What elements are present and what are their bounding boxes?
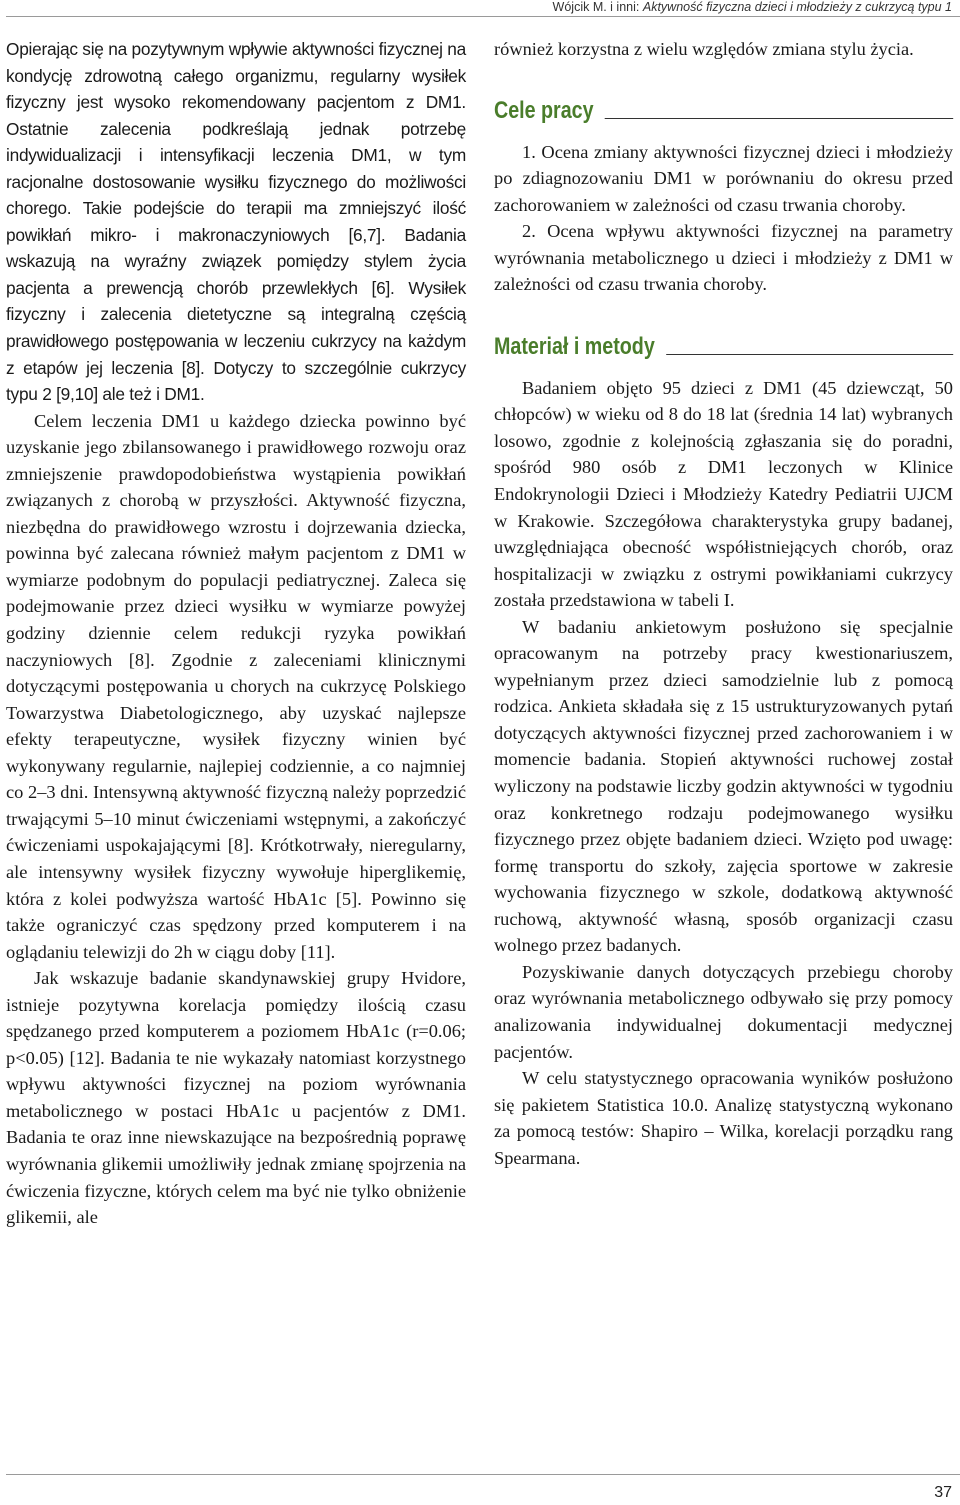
running-head-authors: Wójcik M. i inni: bbox=[552, 0, 640, 14]
methods-paragraph-questionnaire: W badaniu ankietowym posłużono się specjalnie opracowanym na potrzeby pracy kwestionariuszem, wypełnianym przez dzieci samodzielnie lub z pomocą rodzica. Ankieta składała się z 15 ustrukturyzowanych pytań dotyczących aktywności fizycznej przed zachorowaniem i w momencie badania. Stopień aktywności ruchowej został wyliczony na podstawie liczby godzin aktywności w tygodniu oraz konkretnego rodzaju podejmowanego wysiłku fizycznego przez objęte badaniem dzieci. Wzięto pod uwagę: formę transportu do szkoły, zajęcia sportowe w zakresie wychowania fizycznego w szkole, dodatkową aktywność ruchową, aktywność własną, sposób organizacji czasu wolnego przez badanych. bbox=[494, 616, 953, 956]
section-heading-methods-label: Materiał i metody bbox=[494, 333, 655, 361]
methods-paragraph-records: Pozyskiwanie danych dotyczących przebiegu choroby oraz wyrównania metabolicznego odbywało się przy pomocy analizowania indywidualnej dokumentacji medycznej pacjentów. bbox=[494, 961, 953, 1062]
running-head-title: Aktywność fizyczna dzieci i młodzieży z cukrzycą typu 1 bbox=[642, 0, 952, 14]
heading-rule bbox=[666, 354, 953, 355]
aim-item-2: 2. Ocena wpływu aktywności fizycznej na parametry wyrównania metabolicznego u dzieci i młodzieży z DM1 w zależności od czasu trwania choroby. bbox=[494, 221, 953, 295]
body-paragraph-hvidore: Jak wskazuje badanie skandynawskiej grupy Hvidore, istnieje pozytywna korelacja pomiędzy ilością czasu spędzanego przed komputerem a poziomem HbA1c (r=0.06; p<0.05) [12]. Badania te nie wykazały natomiast korzystnego wpływu aktywności fizycznej na poziom wyrównania metabolicznego w postaci HbA1c u pacjentów z DM1. Badania te oraz inne niewskazujące na bezpośrednią poprawę wyrównania glikemii umożliwiły jednak zmianę spojrzenia na ćwiczenia fizyczne, których celem ma być nie tylko obniżenie glikemii, ale bbox=[6, 968, 466, 1228]
running-head bbox=[553, 0, 952, 14]
methods-paragraph-statistics: W celu statystycznego opracowania wyników posłużono się pakietem Statistica 10.0. Analizę statystyczną wykonano za pomocą testów: Shapiro – Wilka, korelacji porządku rang Spearmana. bbox=[494, 1068, 953, 1168]
aim-item-1: 1. Ocena zmiany aktywności fizycznej dzieci i młodzieży po zdiagnozowaniu DM1 w porównaniu do okresu przed zachorowaniem w zależności od czasu trwania choroby. bbox=[494, 141, 953, 215]
header-rule bbox=[6, 16, 960, 17]
methods-paragraph-cohort: Badaniem objęto 95 dzieci z DM1 (45 dziewcząt, 50 chłopców) w wieku od 8 do 18 lat (średnia 14 lat) wybranych losowo, zgodnie z kolejnością zgłaszania się do poradni, spośród 980 osób z DM1 leczonych w Klinice Endokrynologii Dzieci i Młodzieży Katedry Pediatrii UJCM w Krakowie. Szczegółowa charakterystyka grupy badanej, uwzględniająca obecność współistniejących chorób, oraz hospitalizacji w związku z ostrymi powikłaniami cukrzycy została przedstawiona w tabeli I. bbox=[494, 377, 953, 611]
heading-rule bbox=[605, 118, 953, 119]
body-paragraph-treatment-goal: Celem leczenia DM1 u każdego dziecka powinno być uzyskanie jego zbilansowanego i prawidłowego rozwoju oraz zmniejszenie prawdopodobieństwa wystąpienia powikłań związanych z chorobą w przyszłości. Aktywność fizyczna, niezbędna do prawidłowego wzrostu i dojrzewania dziecka, powinna być zalecana również małym pacjentom z DM1 w wymiarze podobnym do populacji pediatrycznej. Zaleca się podejmowanie przez dzieci wysiłku w wymiarze powyżej godziny dziennie celem redukcji ryzyka powikłań naczyniowych [8]. Zgodnie z zaleceniami klinicznymi dotyczącymi postępowania u chorych na cukrzycę Polskiego Towarzystwa Diabetologicznego, aby uzyskać najlepsze efekty terapeutyczne, wysiłek fizyczny winien być wykonywany regularnie, najlepiej codziennie, a co najmniej co 2–3 dni. Intensywną aktywność fizyczną należy poprzedzić trwającymi 5–10 minut ćwiczeniami wstępnymi, a zakończyć ćwiczeniami uspokajającymi [8]. Krótkotrwały, nieregularny, ale intensywny wysiłek fizyczny wywołuje hiperglikemię, która z kolei podwyższa wartość HbA1c [5]. Powinno się także ograniczyć czas spędzony przed komputerem i na oglądaniu telewizji do 2h w ciągu doby [11]. bbox=[6, 410, 466, 962]
right-column bbox=[494, 36, 953, 1171]
left-column bbox=[6, 36, 466, 1231]
section-heading-methods bbox=[494, 327, 953, 361]
body-paragraph-continuation: również korzystna z wielu względów zmiana stylu życia. bbox=[494, 39, 914, 59]
page-number: 37 bbox=[934, 1484, 952, 1501]
body-paragraph-intro: Opierając się na pozytywnym wpływie aktywności fizycznej na kondycję zdrowotną całego organizmu, regularny wysiłek fizyczny jest wysoko rekomendowany pacjentom z DM1. Ostatnie zalecenia podkreślają jednak potrzebę indywidualizacji i intensyfikacji leczenia DM1, w tym racjonalne dostosowanie wysiłku fizycznego do możliwości chorego. Takie podejście do terapii ma zmniejszyć ilość powikłań mikro- i makronaczyniowych [6,7]. Badania wskazują na wyraźny związek pomiędzy stylem życia pacjenta a prewencją chorób przewlekłych [6]. Wysiłek fizyczny i zalecenia dietetyczne są integralną częścią prawidłowego postępowania w leczeniu cukrzycy na każdym z etapów jej leczenia [8]. Dotyczy to szczególnie cukrzycy typu 2 [9,10] ale też i DM1. bbox=[6, 39, 466, 405]
section-heading-aims-label: Cele pracy bbox=[494, 97, 594, 124]
section-heading-aims bbox=[494, 91, 953, 125]
footer-rule bbox=[6, 1474, 960, 1475]
